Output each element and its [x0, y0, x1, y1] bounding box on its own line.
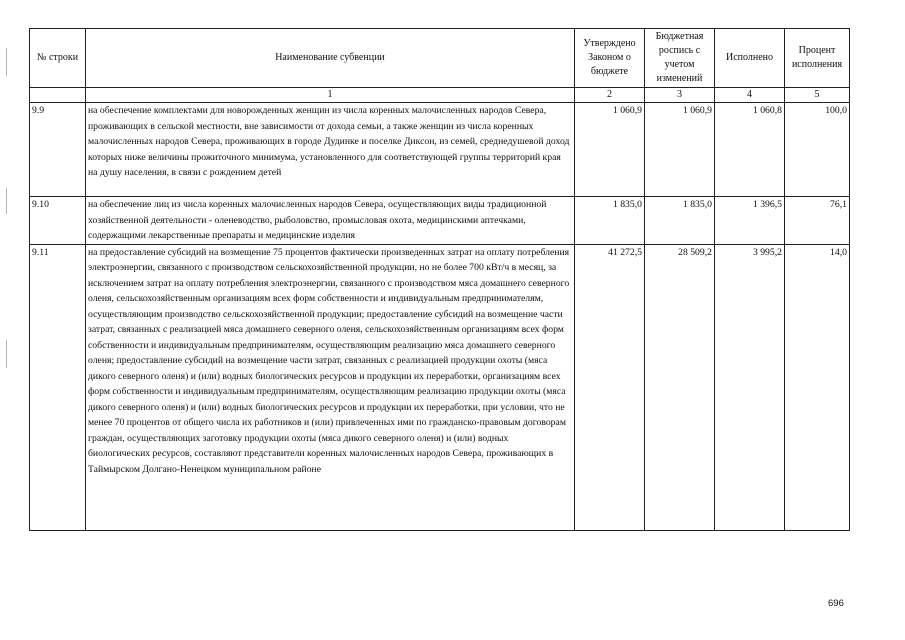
scan-margin-mark — [6, 340, 7, 368]
page-number: 696 — [828, 598, 844, 609]
row-percent: 100,0 — [785, 103, 850, 197]
header-row-number: № строки — [30, 29, 86, 88]
column-index-blank — [30, 88, 86, 103]
row-executed: 1 396,5 — [715, 197, 785, 245]
row-approved: 1 835,0 — [575, 197, 645, 245]
column-index: 3 — [645, 88, 715, 103]
row-approved: 41 272,5 — [575, 244, 645, 530]
column-index: 5 — [785, 88, 850, 103]
table-header-row — [30, 29, 850, 88]
row-code: 9.9 — [30, 103, 86, 197]
header-approved: Утверждено Законом о бюджете — [575, 29, 645, 88]
row-executed: 3 995,2 — [715, 244, 785, 530]
column-index: 2 — [575, 88, 645, 103]
row-name: на предоставление субсидий на возмещение 75 процентов фактически произведенных затрат на оплату потребления электроэнергии, связанного с производством сельскохозяйственной продукции, но не более 700 кВт/ч в месяц, за исключением затрат на оплату потребления электроэнергии, связанного с производством мяса домашнего северного оленя, сельскохозяйственным организациям всех форм собственности и индивидуальным предпринимателям, осуществляющим производство сельскохозяйственной продукции; предоставление субсидий на возмещение части затрат, связанных с реализацией мяса домашнего северного оленя, сельскохозяйственным организациям всех форм собственности и индивидуальным предпринимателям, осуществляющим реализацию мяса домашнего северного оленя; предоставление субсидий на возмещение части затрат, связанных с реализацией продукции охоты (мяса дикого северного оленя) и (или) водных биологических ресурсов и продукции их переработки, организациям всех форм собственности и индивидуальным предпринимателям, осуществляющим реализацию продукции охоты (мяса дикого северного оленя) и (или) водных биологических ресурсов и продукции их переработки, при условии, что не менее 70 процентов от общего числа их работников и (или) привлеченных ими по гражданско-правовым договорам граждан, осуществляющих заготовку продукции охоты (мяса дикого северного оленя) и (или) водных биологических ресурсов, составляют представители коренных малочисленных народов Севера, проживающих в Таймырском Долгано-Ненецком муниципальном районе — [86, 244, 575, 530]
row-name: на обеспечение комплектами для новорожденных женщин из числа коренных малочисленных народов Севера, проживающих в сельской местности, вне зависимости от дохода семьи, а также женщин из числа коренных малочисленных народов Севера, проживающих в городе Дудинке и поселке Диксон, из семей, среднедушевой доход которых ниже величины прожиточного минимума, установленного для соответствующей группы территорий края на душу населения, в связи с рождением детей — [86, 103, 575, 197]
row-budget-list: 28 509,2 — [645, 244, 715, 530]
table-row — [30, 103, 850, 197]
column-index: 1 — [86, 88, 575, 103]
table-row — [30, 244, 850, 530]
scan-margin-mark — [6, 48, 7, 76]
row-percent: 14,0 — [785, 244, 850, 530]
column-index-row — [30, 88, 850, 103]
header-percent: Процент исполнения — [785, 29, 850, 88]
row-executed: 1 060,8 — [715, 103, 785, 197]
row-code: 9.10 — [30, 197, 86, 245]
row-name: на обеспечение лиц из числа коренных малочисленных народов Севера, осуществляющих виды традиционной хозяйственной деятельности - оленеводство, рыболовство, промысловая охота, медицинскими аптечками, содержащими лекарственные препараты и медицинские изделия — [86, 197, 575, 245]
column-index: 4 — [715, 88, 785, 103]
subvention-table — [29, 28, 850, 531]
header-name: Наименование субвенции — [86, 29, 575, 88]
row-budget-list: 1 060,9 — [645, 103, 715, 197]
header-executed: Исполнено — [715, 29, 785, 88]
scan-margin-mark — [6, 188, 7, 214]
table-row — [30, 197, 850, 245]
row-approved: 1 060,9 — [575, 103, 645, 197]
row-budget-list: 1 835,0 — [645, 197, 715, 245]
row-code: 9.11 — [30, 244, 86, 530]
header-budget-list: Бюджетная роспись с учетом изменений — [645, 29, 715, 88]
row-percent: 76,1 — [785, 197, 850, 245]
